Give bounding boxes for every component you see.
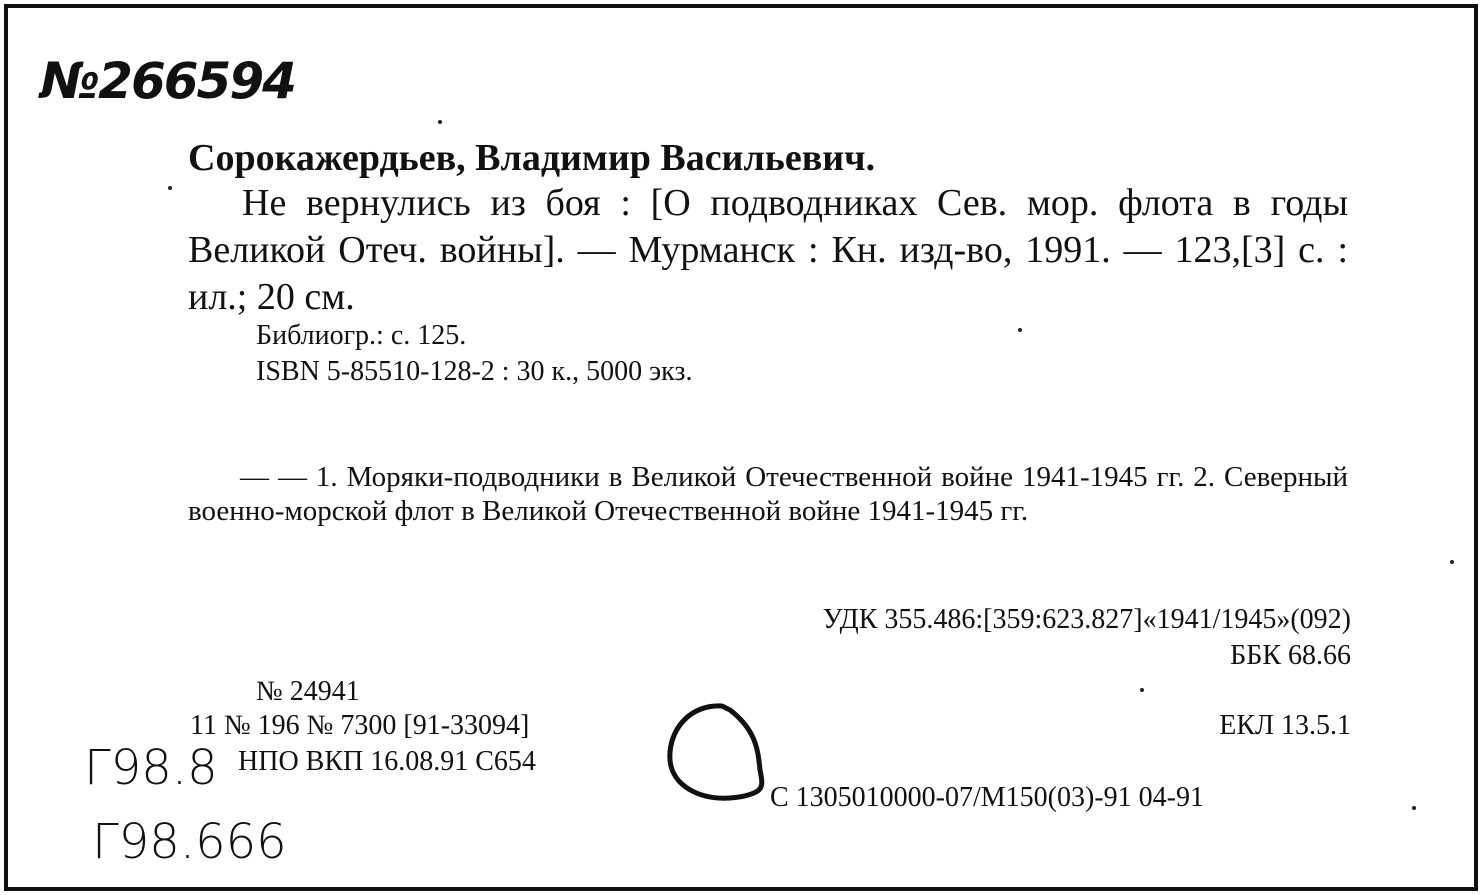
- isbn-line: ISBN 5-85510-128-2 : 30 к., 5000 экз.: [256, 356, 693, 387]
- ekl-code: ЕКЛ 13.5.1: [1219, 710, 1351, 741]
- bibliography-note: Библиогр.: с. 125.: [256, 320, 467, 351]
- title-statement: Не вернулись из боя : [О подводниках Сев. мор. флота в годы Великой Отеч. войны]. — Мурманск : Кн. изд-во, 1991. — 123,[3] с. : ил.; 20 см.: [188, 182, 1348, 318]
- speck: [438, 120, 442, 124]
- print-info-line-1: 11 № 196 № 7300 [91-33094]: [190, 710, 530, 741]
- speck: [168, 186, 172, 190]
- catalog-code: С 1305010000-07/М150(03)-91 04-91: [770, 782, 1204, 813]
- print-info-line-2: НПО ВКП 16.08.91 С654: [238, 746, 536, 777]
- author-heading: Сорокажердьев, Владимир Васильевич.: [188, 137, 876, 179]
- hand-drawn-loop-mark: [660, 700, 780, 810]
- bbk-code: ББК 68.66: [1230, 640, 1351, 671]
- speck: [1018, 328, 1022, 332]
- record-number: № 24941: [256, 676, 360, 707]
- handwritten-shelf-mark-1: Г98.8: [84, 740, 218, 796]
- udk-code: УДК 355.486:[359:623.827]«1941/1945»(092): [822, 604, 1351, 635]
- handwritten-inventory-number: №266594: [40, 52, 295, 110]
- speck: [1412, 806, 1416, 810]
- subject-headings: — — 1. Моряки-подводники в Великой Отечественной войне 1941-1945 гг. 2. Северный военно-морской флот в Великой Отечественной войне 1941-1945 гг.: [188, 461, 1348, 527]
- speck: [1140, 688, 1144, 692]
- handwritten-shelf-mark-2: Г98.666: [92, 814, 287, 870]
- speck: [1450, 560, 1454, 564]
